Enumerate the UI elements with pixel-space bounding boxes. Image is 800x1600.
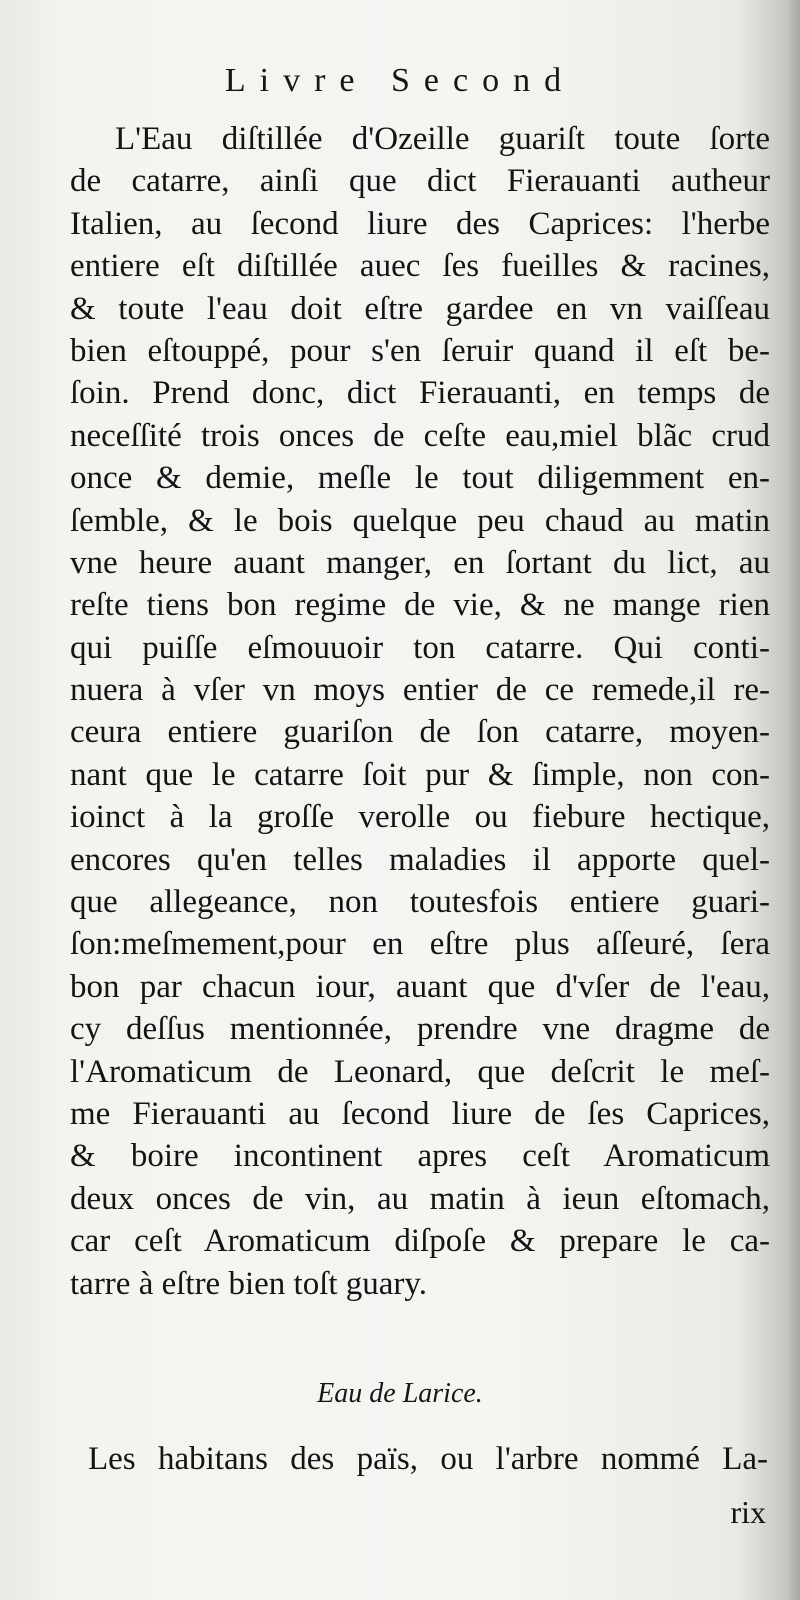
text-line: ſon:meſmement,pour en eſtre plus aſſeuré, ſera <box>70 926 770 963</box>
text-line: ceura entiere guariſon de ſon catarre, moyen- <box>70 714 770 751</box>
text-line: neceſſité trois onces de ceſte eau,miel blãc crud <box>70 417 770 454</box>
text-line: car ceſt Aromaticum diſpoſe & prepare le ca- <box>70 1223 770 1260</box>
text-line: reſte tiens bon regime de vie, & ne mange rien <box>70 587 770 624</box>
page-gutter-shadow <box>786 0 800 1600</box>
next-paragraph <box>88 1438 768 1480</box>
text-line: de catarre, ainſi que dict Fierauanti autheur <box>70 163 770 200</box>
text-line: nuera à vſer vn moys entier de ce remede,il re- <box>70 672 770 709</box>
text-line: once & demie, meſle le tout diligemment en- <box>70 460 770 497</box>
text-line: Italien, au ſecond liure des Caprices: l'herbe <box>70 205 770 242</box>
text-line: cy deſſus mentionnée, prendre vne dragme de <box>70 1011 770 1048</box>
text-line: ioinct à la groſſe verolle ou fiebure hectique, <box>70 799 770 836</box>
text-line: & boire incontinent apres ceſt Aromaticum <box>70 1138 770 1175</box>
text-line: nant que le catarre ſoit pur & ſimple, non con- <box>70 756 770 793</box>
text-line: & toute l'eau doit eſtre gardee en vn vaiſſeau <box>70 290 770 327</box>
text-line: bien eſtouppé, pour s'en ſeruir quand il eſt be- <box>70 332 770 369</box>
text-line: L'Eau diſtillée d'Ozeille guariſt toute ſorte <box>115 121 770 157</box>
text-line: ſoin. Prend donc, dict Fierauanti, en temps de <box>70 375 770 412</box>
running-head: Livre Second <box>224 62 576 99</box>
text-line: qui puiſſe eſmouuoir ton catarre. Qui conti- <box>70 629 770 666</box>
text-line: bon par chacun iour, auant que d'vſer de l'eau, <box>70 968 770 1005</box>
text-line: tarre à eſtre bien toſt guary. <box>70 1265 428 1302</box>
section-title: Eau de Larice. <box>317 1378 483 1409</box>
text-line: ſemble, & le bois quelque peu chaud au matin <box>70 502 770 539</box>
text-line: deux onces de vin, au matin à ieun eſtomach, <box>70 1180 770 1217</box>
catchword: rix <box>730 1494 766 1530</box>
text-line: vne heure auant manger, en ſortant du lict, au <box>70 544 770 581</box>
text-line: entiere eſt diſtillée auec ſes fueilles & racines, <box>70 248 770 285</box>
text-line: l'Aromaticum de Leonard, que deſcrit le meſ- <box>70 1053 770 1090</box>
text-line: me Fierauanti au ſecond liure de ſes Caprices, <box>70 1095 770 1132</box>
paragraph-body <box>70 118 770 1305</box>
text-line: encores qu'en telles maladies il apporte quel- <box>70 841 770 878</box>
text-line: Les habitans des païs, ou l'arbre nommé La- <box>88 1441 768 1477</box>
text-line: que allegeance, non toutesfois entiere guari- <box>70 884 770 921</box>
